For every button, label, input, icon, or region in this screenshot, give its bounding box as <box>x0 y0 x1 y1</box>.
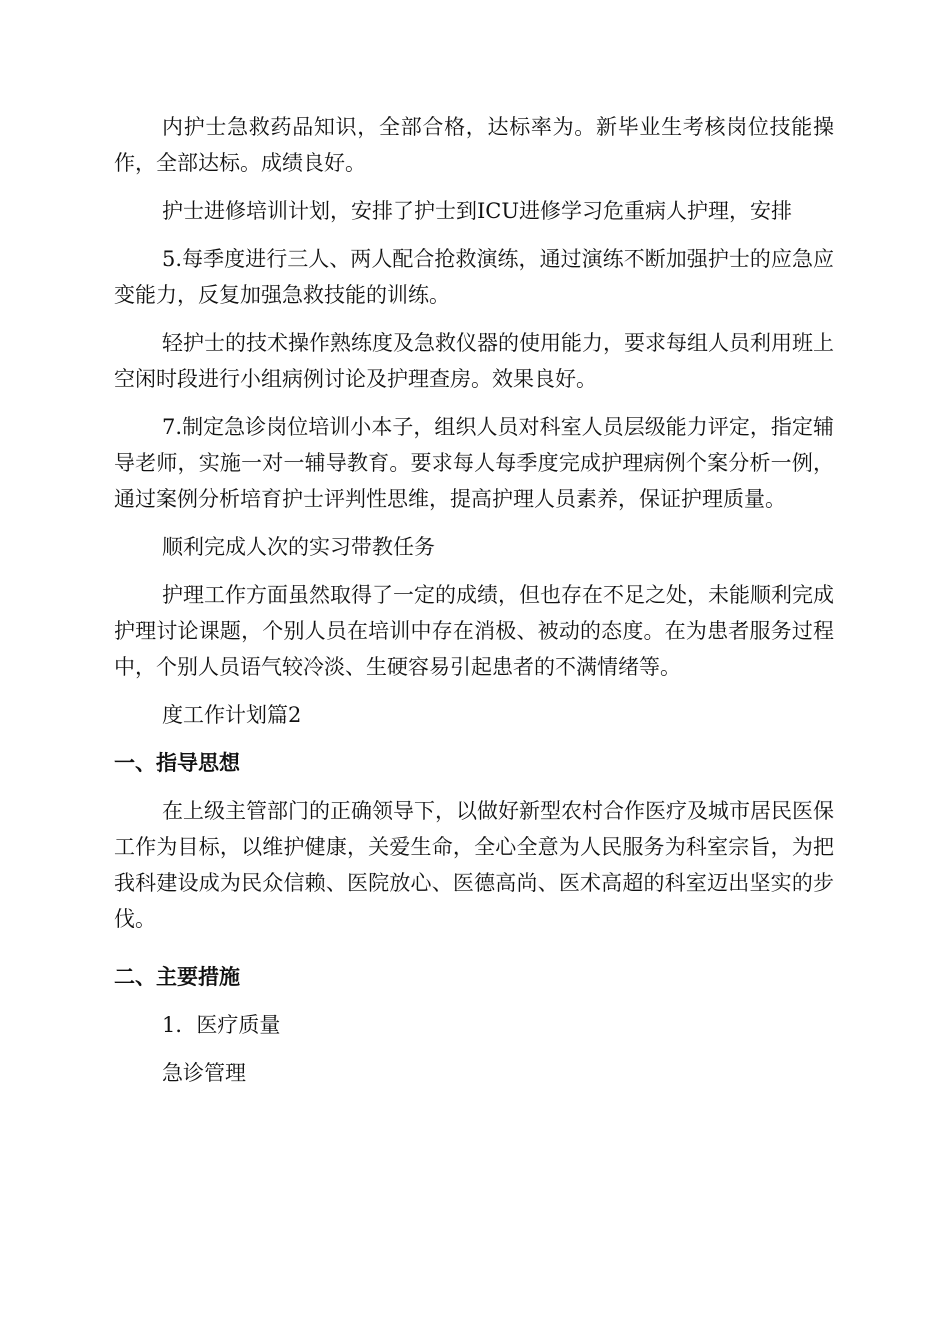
paragraph-guiding-thought: 在上级主管部门的正确领导下，以做好新型农村合作医疗及城市居民医保工作为目标，以维护健康，关爱生命，全心全意为人民服务为科室宗旨，为把我科建设成为民众信赖、医院放心、医德高尚、医术高超的科室迈出坚实的步伐。 <box>114 799 834 931</box>
paragraph-skill-proficiency: 轻护士的技术操作熟练度及急救仪器的使用能力，要求每组人员利用班上空闲时段进行小组病例讨论及护理查房。效果良好。 <box>114 331 834 391</box>
paragraph-shortcomings: 护理工作方面虽然取得了一定的成绩，但也存在不足之处，未能顺利完成护理讨论课题，个别人员在培训中存在消极、被动的态度。在为患者服务过程中，个别人员语气较冷淡、生硬容易引起患者的不满情绪等。 <box>114 583 834 679</box>
list-item-emergency-management: 急诊管理 <box>162 1061 246 1085</box>
paragraph-internship: 顺利完成人次的实习带教任务 <box>162 535 435 559</box>
heading-main-measures: 二、主要措施 <box>114 965 240 989</box>
document-body <box>114 109 834 1103</box>
paragraph-icu-training: 护士进修培训计划，安排了护士到ICU进修学习危重病人护理，安排 <box>162 199 793 223</box>
list-item-medical-quality: 1．医疗质量 <box>162 1013 281 1037</box>
paragraph-rescue-drill: 5.每季度进行三人、两人配合抢救演练，通过演练不断加强护士的应急应变能力，反复加强急救技能的训练。 <box>114 247 834 307</box>
paragraph-training-booklet: 7.制定急诊岗位培训小本子，组织人员对科室人员层级能力评定，指定辅导老师，实施一对一辅导教育。要求每人每季度完成护理病例个案分析一例，通过案例分析培育护士评判性思维，提高护理人员素养，保证护理质量。 <box>114 415 834 511</box>
paragraph-plan-title: 度工作计划篇2 <box>162 703 302 727</box>
paragraph-drug-knowledge: 内护士急救药品知识，全部合格，达标率为。新毕业生考核岗位技能操作，全部达标。成绩良好。 <box>114 115 834 175</box>
heading-guiding-thought: 一、指导思想 <box>114 751 240 775</box>
